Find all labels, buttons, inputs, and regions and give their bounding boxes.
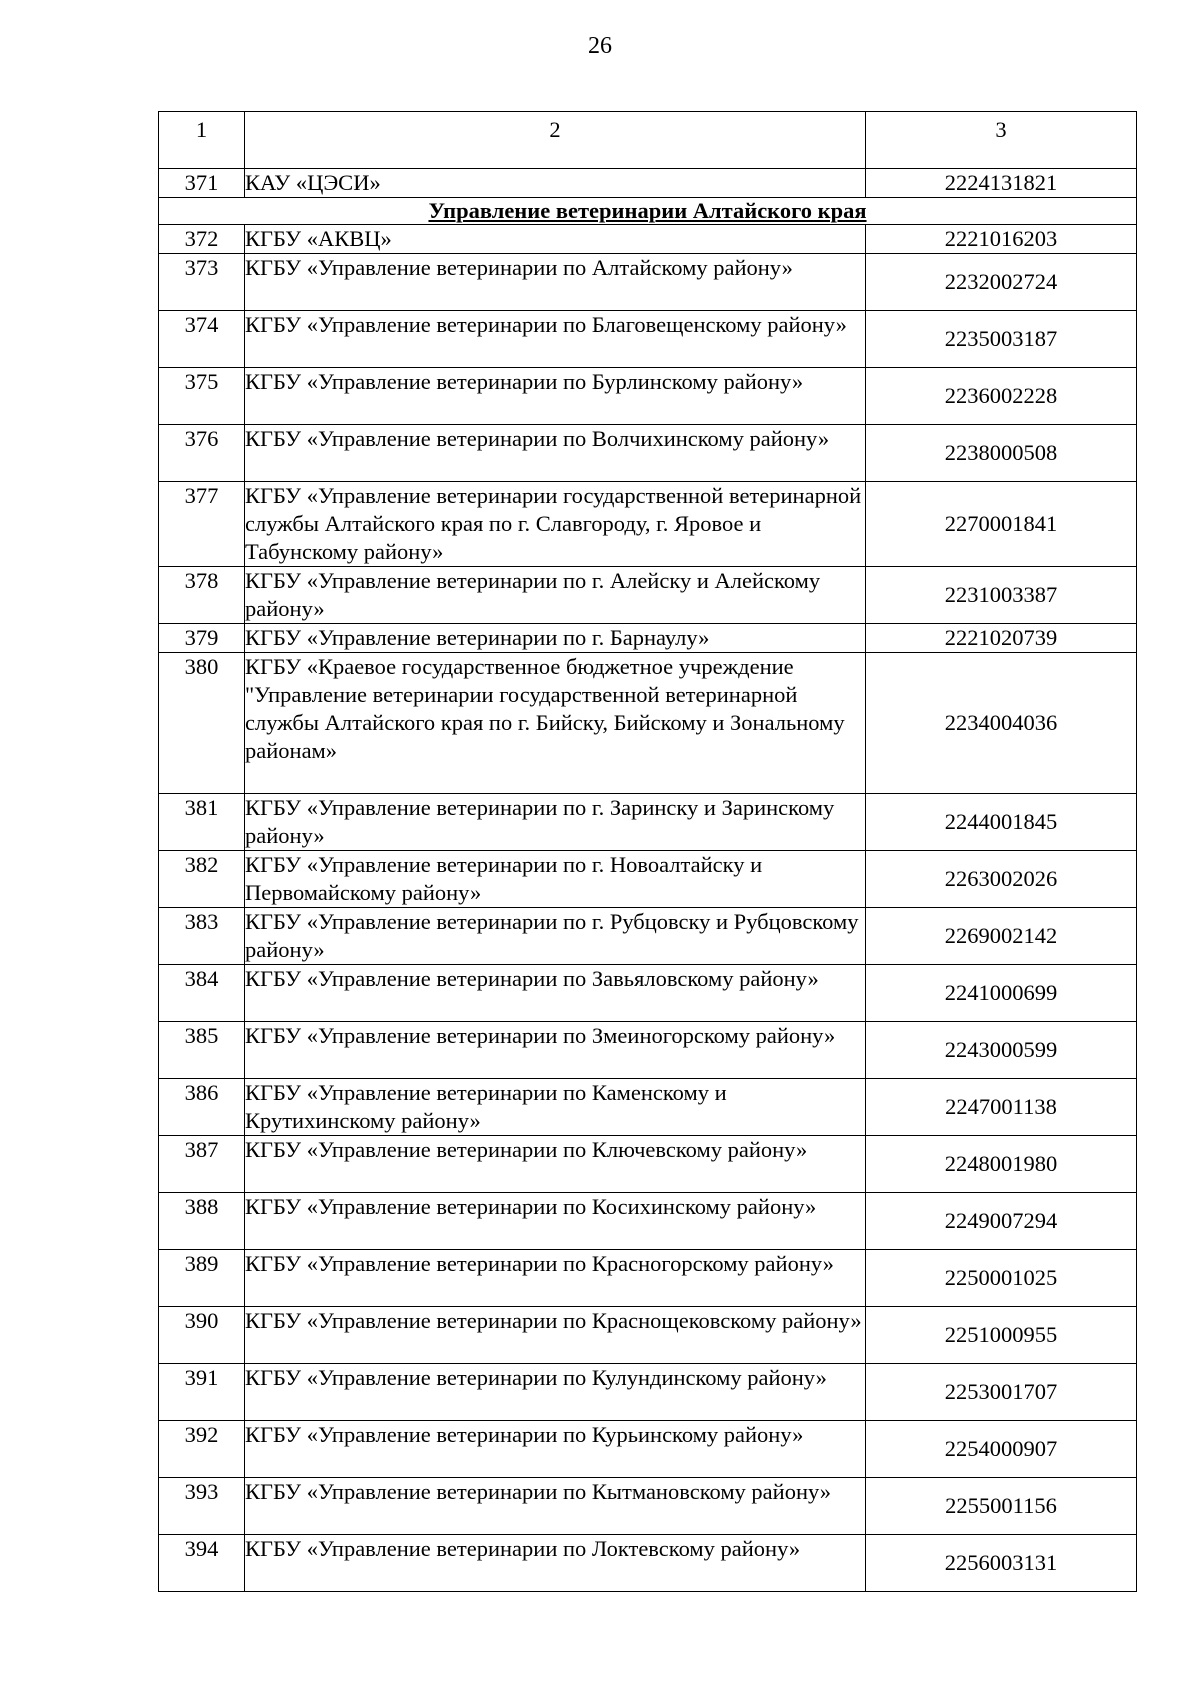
table-row: [159, 169, 1137, 198]
organization-inn: 2231003387: [866, 567, 1137, 624]
organization-name: КГБУ «Управление ветеринарии по Ключевскому району»: [245, 1136, 866, 1193]
row-number: 377: [159, 482, 245, 567]
table-row: [159, 425, 1137, 482]
section-title: Управление ветеринарии Алтайского края: [159, 198, 1137, 225]
row-number: 391: [159, 1364, 245, 1421]
table-row: [159, 1022, 1137, 1079]
organization-inn: 2250001025: [866, 1250, 1137, 1307]
row-number: 374: [159, 311, 245, 368]
organization-name: КГБУ «Управление ветеринарии по Каменскому и Крутихинскому району»: [245, 1079, 866, 1136]
row-number: 379: [159, 624, 245, 653]
organization-inn: 2254000907: [866, 1421, 1137, 1478]
organization-inn: 2247001138: [866, 1079, 1137, 1136]
organization-inn: 2243000599: [866, 1022, 1137, 1079]
organization-name: КГБУ «Управление ветеринарии по г. Алейску и Алейскому району»: [245, 567, 866, 624]
section-header-row: [159, 198, 1137, 225]
organization-inn: 2235003187: [866, 311, 1137, 368]
organization-name: КГБУ «Управление ветеринарии по Волчихинскому району»: [245, 425, 866, 482]
organization-name: КГБУ «Управление ветеринарии по Благовещенскому району»: [245, 311, 866, 368]
row-number: 372: [159, 225, 245, 254]
organization-name: КГБУ «Управление ветеринарии по Кулундинскому району»: [245, 1364, 866, 1421]
organization-name: КГБУ «Управление ветеринарии по Локтевскому району»: [245, 1535, 866, 1592]
organization-name: КГБУ «Управление ветеринарии по Красногорскому району»: [245, 1250, 866, 1307]
organization-name: КГБУ «Управление ветеринарии по Завьяловскому району»: [245, 965, 866, 1022]
organization-name: КГБУ «Управление ветеринарии по Краснощековскому району»: [245, 1307, 866, 1364]
row-number: 373: [159, 254, 245, 311]
table-row: [159, 851, 1137, 908]
table-row: [159, 1364, 1137, 1421]
table-row: [159, 311, 1137, 368]
table-row: [159, 254, 1137, 311]
row-number: 390: [159, 1307, 245, 1364]
organization-name: КГБУ «Краевое государственное бюджетное учреждение "Управление ветеринарии государственной ветеринарной службы Алтайского края по г. Бийску, Бийскому и Зональному районам»: [245, 653, 866, 794]
table-row: [159, 653, 1137, 794]
organization-name: КАУ «ЦЭСИ»: [245, 169, 866, 198]
table-row: [159, 368, 1137, 425]
row-number: 375: [159, 368, 245, 425]
organization-name: КГБУ «Управление ветеринарии по Курьинскому району»: [245, 1421, 866, 1478]
header-cell-1: 1: [159, 112, 245, 169]
table-row: [159, 482, 1137, 567]
table-row: [159, 624, 1137, 653]
organization-inn: 2241000699: [866, 965, 1137, 1022]
table-row: [159, 1193, 1137, 1250]
row-number: 392: [159, 1421, 245, 1478]
header-cell-2: 2: [245, 112, 866, 169]
organizations-table: [158, 111, 1137, 1592]
organization-name: КГБУ «Управление ветеринарии по г. Рубцовску и Рубцовскому району»: [245, 908, 866, 965]
organization-name: КГБУ «Управление ветеринарии по Змеиногорскому району»: [245, 1022, 866, 1079]
table-row: [159, 1250, 1137, 1307]
table-row: [159, 908, 1137, 965]
organization-inn: 2236002228: [866, 368, 1137, 425]
row-number: 387: [159, 1136, 245, 1193]
row-number: 393: [159, 1478, 245, 1535]
row-number: 371: [159, 169, 245, 198]
organization-name: КГБУ «Управление ветеринарии по г. Заринску и Заринскому району»: [245, 794, 866, 851]
table-header-row: [159, 112, 1137, 169]
row-number: 384: [159, 965, 245, 1022]
organization-inn: 2255001156: [866, 1478, 1137, 1535]
organization-name: КГБУ «Управление ветеринарии по Бурлинскому району»: [245, 368, 866, 425]
row-number: 394: [159, 1535, 245, 1592]
organization-inn: 2221016203: [866, 225, 1137, 254]
organization-name: КГБУ «Управление ветеринарии по Косихинскому району»: [245, 1193, 866, 1250]
organization-name: КГБУ «АКВЦ»: [245, 225, 866, 254]
table-row: [159, 225, 1137, 254]
organization-name: КГБУ «Управление ветеринарии по г. Новоалтайску и Первомайскому району»: [245, 851, 866, 908]
organization-inn: 2263002026: [866, 851, 1137, 908]
row-number: 383: [159, 908, 245, 965]
organization-inn: 2248001980: [866, 1136, 1137, 1193]
organization-name: КГБУ «Управление ветеринарии по г. Барнаулу»: [245, 624, 866, 653]
table-row: [159, 1307, 1137, 1364]
organization-name: КГБУ «Управление ветеринарии по Алтайскому району»: [245, 254, 866, 311]
organization-inn: 2256003131: [866, 1535, 1137, 1592]
row-number: 376: [159, 425, 245, 482]
table-row: [159, 567, 1137, 624]
organization-inn: 2249007294: [866, 1193, 1137, 1250]
row-number: 386: [159, 1079, 245, 1136]
organization-inn: 2224131821: [866, 169, 1137, 198]
header-cell-3: 3: [866, 112, 1137, 169]
table-row: [159, 794, 1137, 851]
organization-inn: 2234004036: [866, 653, 1137, 794]
organization-inn: 2232002724: [866, 254, 1137, 311]
row-number: 385: [159, 1022, 245, 1079]
organization-inn: 2238000508: [866, 425, 1137, 482]
organization-inn: 2269002142: [866, 908, 1137, 965]
table-row: [159, 1136, 1137, 1193]
table-row: [159, 1535, 1137, 1592]
organization-inn: 2253001707: [866, 1364, 1137, 1421]
row-number: 378: [159, 567, 245, 624]
organization-name: КГБУ «Управление ветеринарии по Кытмановскому району»: [245, 1478, 866, 1535]
row-number: 388: [159, 1193, 245, 1250]
row-number: 389: [159, 1250, 245, 1307]
organization-name: КГБУ «Управление ветеринарии государственной ветеринарной службы Алтайского края по г. Славгороду, г. Яровое и Табунскому району»: [245, 482, 866, 567]
organization-inn: 2221020739: [866, 624, 1137, 653]
row-number: 382: [159, 851, 245, 908]
organization-inn: 2244001845: [866, 794, 1137, 851]
table-row: [159, 1079, 1137, 1136]
table-row: [159, 965, 1137, 1022]
row-number: 380: [159, 653, 245, 794]
table-row: [159, 1421, 1137, 1478]
organization-inn: 2270001841: [866, 482, 1137, 567]
organization-inn: 2251000955: [866, 1307, 1137, 1364]
page-number: 26: [588, 33, 612, 59]
table-row: [159, 1478, 1137, 1535]
row-number: 381: [159, 794, 245, 851]
